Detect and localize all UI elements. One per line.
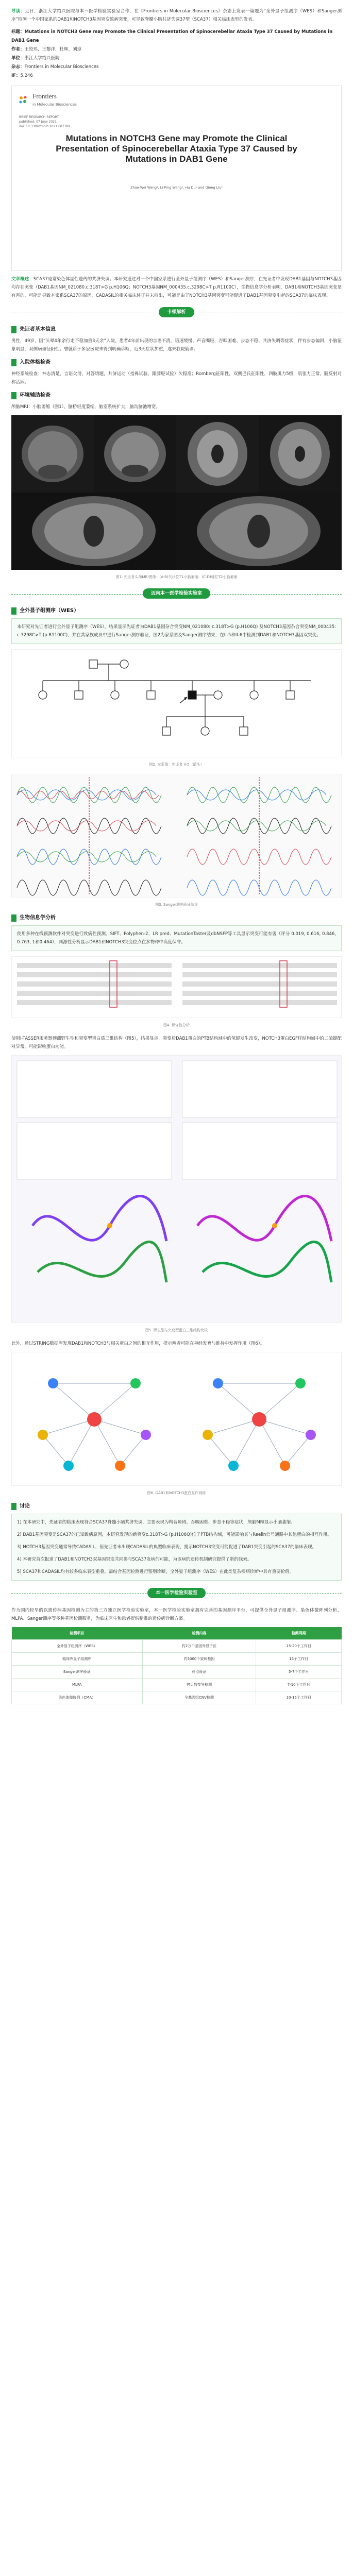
lead-text: 近日，浙江大学绍兴医院与本一医学检验实验室合作，在《Frontiers in Molecular Biosciences》杂志上发表一篇题为“全外显子组测序（WES）和Sanger测序”检测一个中国家系的DAB1和NOTCH3基因突变致病突变，可导致脊髓小脑共济失调37型（SCA37）相关临床表型的发表。	[11, 9, 342, 22]
model-text: 使用I-TASSER服务器预测野生型和突变型蛋白质三维结构（图5），结果显示，突变后DAB1蛋白的PTB结构域中的氢键发生改变，NOTCH3蛋白EGF样结构域中的二硫键配对异常，可能影响蛋白功能。	[11, 1036, 342, 1049]
discussion-item: 2) DAB1基因突变是SCA37的已知致病原因，本研究发现的新突变c.318T>G (p.H106Q)位于PTB结构域，可能影响其与Reelin信号通路中其他蛋白的相互作用。	[17, 1532, 332, 1537]
table-header: 检测项目	[12, 1627, 143, 1640]
paper-authors: Zhao-Wei Wang¹, Li-Ping Wang¹, Hu Du¹ and Qiong Liu²	[130, 185, 223, 190]
alignment-figure	[11, 956, 342, 1018]
heading-marker	[11, 359, 16, 366]
heading-marker	[11, 392, 16, 399]
meta-unit	[11, 54, 342, 63]
pedigree-chart	[12, 650, 342, 758]
intro-section	[0, 0, 353, 82]
table-header: 检测内容	[142, 1627, 256, 1640]
divider-3-label: 本一医学检验实验室	[147, 1588, 206, 1598]
pedigree-figure	[11, 649, 342, 757]
section-4-title: 全外显子组测序（WES）	[20, 608, 79, 614]
ppi-text: 此外，通过STRING数据库发现DAB1和NOTCH3与相关蛋白之间的相互作用，提示两者可能在神经发育与维持中发挥作用（图6）。	[11, 1341, 265, 1346]
paper-title: Mutations in NOTCH3 Gene may Promote the Clinical Presentation of Spinocerebellar Ataxia Type 37 Caused by Mutations in DAB1 Gene	[56, 133, 297, 164]
section-heading-5	[11, 914, 342, 922]
meta-if-value: 5.246	[20, 73, 33, 78]
conservation-alignment	[12, 957, 342, 1019]
structure-figure	[11, 1055, 342, 1323]
table-cell: 拷贝数变异检测	[142, 1679, 256, 1691]
section-2-text: 神经系统检查：神志清楚，言语欠清，对答切题，共济运动（指鼻试验、跟膝胫试验）欠稳准；Romberg征阳性，双侧巴氏征阳性，四肢肌力5级，肌张力正常，腱反射对称活跃。	[11, 371, 342, 385]
meta-authors-label: 作者：	[11, 47, 25, 52]
ppi-caption: 图6. DAB1和NOTCH3蛋白互作网络	[147, 1491, 206, 1495]
section-3-title: 环境辅助检查	[20, 393, 51, 398]
meta-title-label: 标题：	[11, 29, 25, 35]
lab-intro-text: 作为国内较早的以遗传病基因检测为主的第三方独立医学检验实验室，本一医学检验实验室拥有完善的基因测序平台，可提供全外显子组测序、染色体微阵列分析、MLPA、Sanger测序等多种基因检测服务，为临床医生和患者提供精准的遗传病诊断方案。	[11, 1608, 342, 1621]
table-cell: 约2万个基因外显子区	[142, 1640, 256, 1653]
lead-label: 导读：	[11, 9, 25, 14]
frontiers-logo	[18, 92, 77, 109]
table-row	[12, 1666, 342, 1679]
mri-images	[11, 415, 342, 570]
table-cell: 位点验证	[142, 1666, 256, 1679]
structure-caption: 图5. 野生型与突变型蛋白三维结构比较	[145, 1328, 208, 1332]
section-4-text: 本研究对先证者进行全外显子组测序（WES），结果显示先证者为DAB1基因杂合突变NM_021080: c.318T>G (p.H106Q) 及NOTCH3基因杂合突变NM_000435: c.3298C>T (p.R1100C)，并在其家族成员中进行Sanger测序验证，图2为家系图及Sanger测序结果，在II-5和II-6中检测到DAB1和NOTCH3基因双突变。	[17, 624, 336, 638]
meta-journal-label: 杂志：	[11, 64, 25, 70]
heading-marker	[11, 914, 16, 922]
meta-journal-value: Frontiers in Molecular Biosciences	[24, 64, 99, 70]
table-header-row	[12, 1627, 342, 1640]
ppi-figure	[11, 1352, 342, 1486]
meta-journal	[11, 63, 342, 72]
discussion-item: 1) 在本研究中，先证者的临床表现符合SCA37脊髓小脑共济失调，主要表现为构音障碍、吞咽困难、步态不稳等症状，颅脑MRI显示小脑萎缩。	[17, 1520, 295, 1525]
abstract-label: 文章概述：	[11, 277, 33, 282]
table-cell: MLPA	[12, 1679, 143, 1691]
bioinfo-textbox	[11, 925, 342, 951]
heading-marker	[11, 1503, 16, 1510]
paper-journal-info: BRIEF RESEARCH REPORT published: 07 June 2021 doi: 10.3389/fmolb.2021.607789	[19, 115, 70, 128]
section-heading-1	[11, 326, 342, 334]
table-cell: 约5000个致病基因	[142, 1653, 256, 1666]
discussion-item: 4) 本研究首次报道了DAB1和NOTCH3双基因突变共同参与SCA37发病的可能，为该病的遗传机制研究提供了新的线索。	[17, 1557, 252, 1562]
sanger-chromatograms	[12, 774, 342, 898]
table-cell: 15个工作日	[256, 1653, 342, 1666]
sanger-caption: 图3. Sanger测序验证结果	[155, 903, 198, 907]
service-table	[11, 1627, 342, 1704]
meta-authors	[11, 45, 342, 54]
mri-figure	[11, 415, 342, 570]
section-2-title: 入院体格检查	[20, 360, 51, 365]
discussion-box	[11, 1514, 342, 1581]
discussion-item: 3) NOTCH3基因突变通常导致CADASIL，但先证者未出现CADASIL的典型临床表现，提示NOTCH3突变可能促进了DAB1突变引起的SCA37的临床表现。	[17, 1545, 316, 1550]
meta-if-label: IF：	[11, 73, 21, 78]
table-cell: Sanger测序验证	[12, 1666, 143, 1679]
abstract-paragraph	[11, 275, 342, 300]
table-row	[12, 1691, 342, 1704]
divider-3	[0, 1588, 353, 1599]
wes-textbox	[11, 618, 342, 644]
meta-title-value: Mutations in NOTCH3 Gene may Promote the Clinical Presentation of Spinocerebellar Ataxia Type 37 Caused by Mutations in DAB1 Gene	[11, 29, 333, 43]
table-cell: 染色体微阵列（CMA）	[12, 1691, 143, 1704]
section-5-title: 生物信息学分析	[20, 915, 56, 921]
meta-title	[11, 28, 342, 45]
divider-2	[0, 588, 353, 600]
table-row	[12, 1653, 342, 1666]
services-table	[11, 1627, 342, 1704]
paper-thumbnail	[11, 86, 342, 271]
section-6-title: 讨论	[20, 1503, 30, 1509]
section-1-text: 男性，49岁，因“头晕4年余行走不稳加重3天余”入院。患者4年前出现的言语不清，语速缓慢、声音嘶哑、吞咽困难、步态不稳、共济失调等症状，伴有步态偏斜，小脑征象明显，双侧病理征阳性。曾就诊于多家医院未得到明确诊断，近3天症状加重，遂来我院就诊。	[11, 338, 342, 352]
divider-1-label: 卡顿解析	[159, 307, 194, 317]
heading-marker	[11, 326, 16, 333]
section-heading-4	[11, 607, 342, 615]
table-row	[12, 1679, 342, 1691]
meta-block	[11, 28, 342, 80]
abstract-text: SCA37是常染色体显性遗传的共济失调。本研究通过对一个中国家系进行全外显子组测序（WES）和Sanger测序，在先证者中发现DAB1基因与NOTCH3基因均存在突变（DAB1基因NM_021080.c.318T>G p.H106Q；NOTCH3基因NM_000435.c.3298C>T p.R1100C），生物信息学分析表明，DAB1和NOTCH3基因突变是有害的，可能是导致本家系SCA37的原因，CADASIL的相关临床体征并未检出，可能是由于NOTCH3基因突变可能促进了DAB1基因突变引起的SCA37的临床表现。	[11, 277, 342, 298]
table-cell: 全基因组CNV检测	[142, 1691, 256, 1704]
table-cell: 7-10个工作日	[256, 1679, 342, 1691]
section-heading-2	[11, 359, 342, 367]
frontiers-logo-icon	[18, 95, 29, 106]
divider-2-label: 迈向本一医学检验实验室	[143, 588, 210, 599]
alignment-caption: 图4. 保守性分析	[163, 1023, 190, 1027]
table-cell: 临床外显子组测序	[12, 1653, 143, 1666]
section-1-title: 先证者基本信息	[20, 327, 56, 332]
mri-caption: 图1. 先证者头颅MRI图像：(A-B)矢状位T1小脑萎缩；(C-D)轴位T2小脑萎缩	[115, 575, 238, 579]
section-heading-6	[11, 1502, 342, 1511]
section-3-text: 颅脑MRI：小脑萎缩（图1），脑桥轻度萎缩，脑室系统扩大，脑沟脑池增宽。	[11, 404, 160, 410]
table-row	[12, 1640, 342, 1653]
lead-paragraph	[11, 7, 342, 24]
table-cell: 5-7个工作日	[256, 1666, 342, 1679]
meta-unit-value: 浙江大学绍兴医院	[24, 56, 60, 61]
meta-unit-label: 单位：	[11, 56, 25, 61]
meta-authors-value: 王皎玮，王黎洋，杜辉，刘琼	[24, 47, 82, 52]
section-heading-3	[11, 392, 342, 400]
section-5-text: 使用多种在线预测软件对突变进行致病性预测。SIFT、Polyphen-2、LR pred、MutationTaster及dbNSFP等工具显示突变可能有害（评分 0.019, 0.616, 0.846, 0.763, 1和0.464），同源性分析显示DAB1和NOTCH3突变位点在多物种中高度保守。	[17, 931, 336, 945]
protein-structures	[12, 1056, 342, 1324]
ppi-networks	[12, 1352, 342, 1486]
table-cell: 15-20个工作日	[256, 1640, 342, 1653]
divider-1	[0, 307, 353, 318]
table-cell: 全外显子组测序（WES）	[12, 1640, 143, 1653]
table-cell: 10-15个工作日	[256, 1691, 342, 1704]
sanger-figure	[11, 774, 342, 897]
table-header: 检测周期	[256, 1627, 342, 1640]
meta-if	[11, 72, 342, 80]
frontiers-brand: Frontiers	[32, 92, 57, 100]
pedigree-caption: 图2. 家系图：先证者 II-5（箭头）	[149, 762, 204, 767]
frontiers-brand-sub: in Molecular Biosciences	[32, 103, 77, 107]
heading-marker	[11, 607, 16, 615]
discussion-item: 5) SCA37和CADASIL均有较多临床表型重叠，需结合基因检测进行鉴别诊断，全外显子组测序（WES）在此类复杂疾病诊断中具有重要价值。	[17, 1569, 294, 1574]
